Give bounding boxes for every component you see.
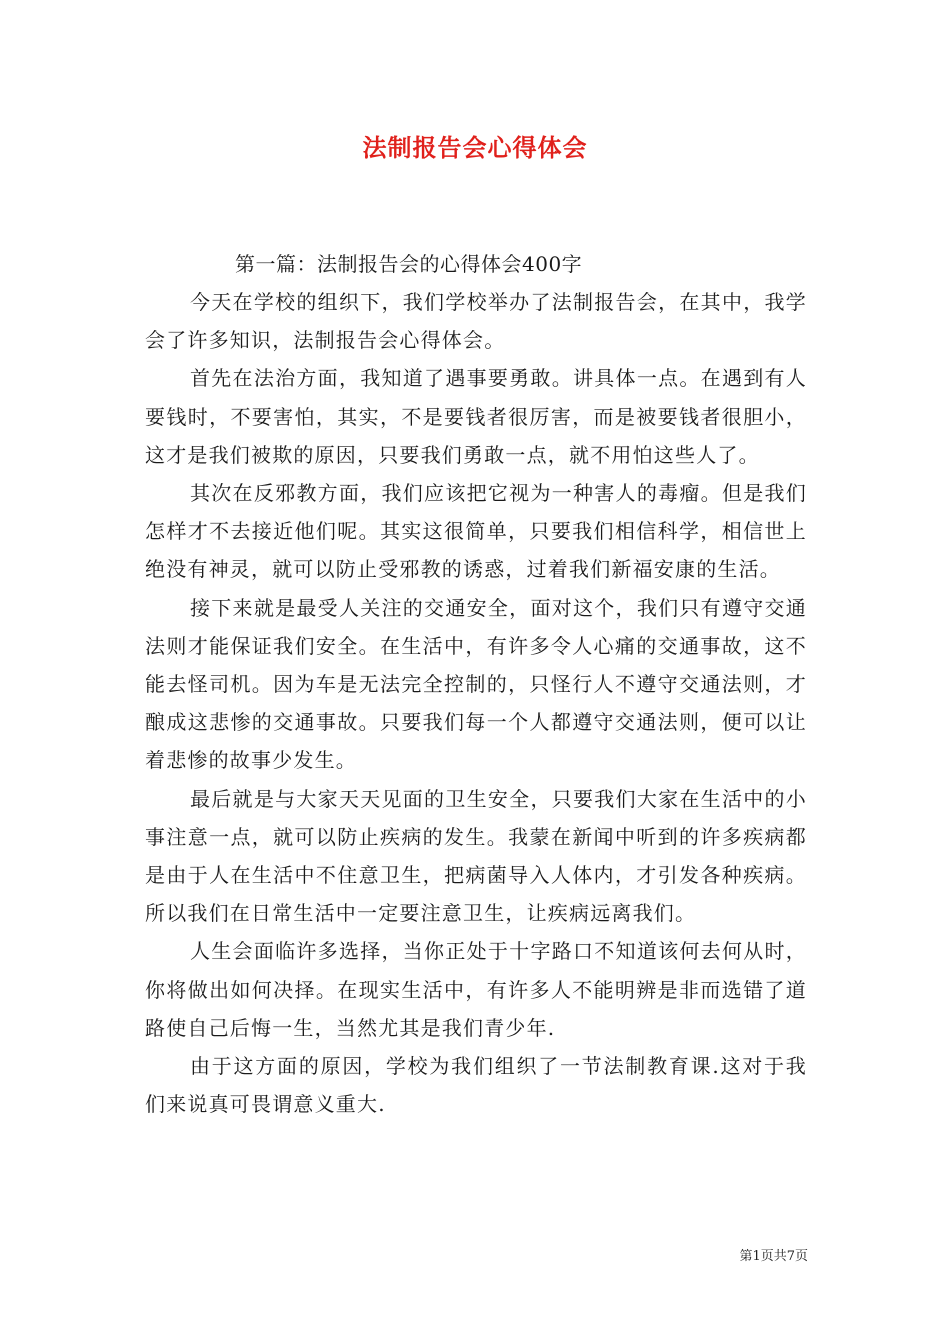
paragraph: 由于这方面的原因，学校为我们组织了一节法制教育课.这对于我们来说真可畏谓意义重大.: [145, 1054, 807, 1117]
document-title: 法制报告会心得体会: [362, 133, 588, 162]
paragraph: 今天在学校的组织下，我们学校举办了法制报告会，在其中，我学会了许多知识，法制报告会心得体会。: [145, 290, 807, 353]
paragraph: 接下来就是最受人关注的交通安全，面对这个，我们只有遵守交通法则才能保证我们安全。在生活中，有许多令人心痛的交通事故，这不能去怪司机。因为车是无法完全控制的，只怪行人不遵守交通法则，才酿成这悲惨的交通事故。只要我们每一个人都遵守交通法则，便可以让着悲惨的故事少发生。: [145, 595, 807, 773]
paragraph: 首先在法治方面，我知道了遇事要勇敢。讲具体一点。在遇到有人要钱时，不要害怕，其实，不是要钱者很厉害，而是被要钱者很胆小，这才是我们被欺的原因，只要我们勇敢一点，就不用怕这些人了。: [145, 366, 807, 467]
document-body: [145, 245, 807, 1123]
paragraph: 最后就是与大家天天见面的卫生安全，只要我们大家在生活中的小事注意一点，就可以防止疾病的发生。我蒙在新闻中听到的许多疾病都是由于人在生活中不住意卫生，把病菌导入人体内，才引发各种疾病。所以我们在日常生活中一定要注意卫生，让疾病远离我们。: [145, 786, 807, 926]
page-number: 第1页共7页: [739, 1249, 808, 1264]
paragraph: 人生会面临许多选择，当你正处于十字路口不知道该何去何从时，你将做出如何决择。在现实生活中，有许多人不能明辨是非而选错了道路使自己后悔一生，当然尤其是我们青少年.: [145, 939, 807, 1040]
section-heading: 第一篇：法制报告会的心得体会400字: [235, 252, 583, 276]
paragraph: 其次在反邪教方面，我们应该把它视为一种害人的毒瘤。但是我们怎样才不去接近他们呢。其实这很简单，只要我们相信科学，相信世上绝没有神灵，就可以防止受邪教的诱惑，过着我们新福安康的生活。: [145, 481, 807, 582]
